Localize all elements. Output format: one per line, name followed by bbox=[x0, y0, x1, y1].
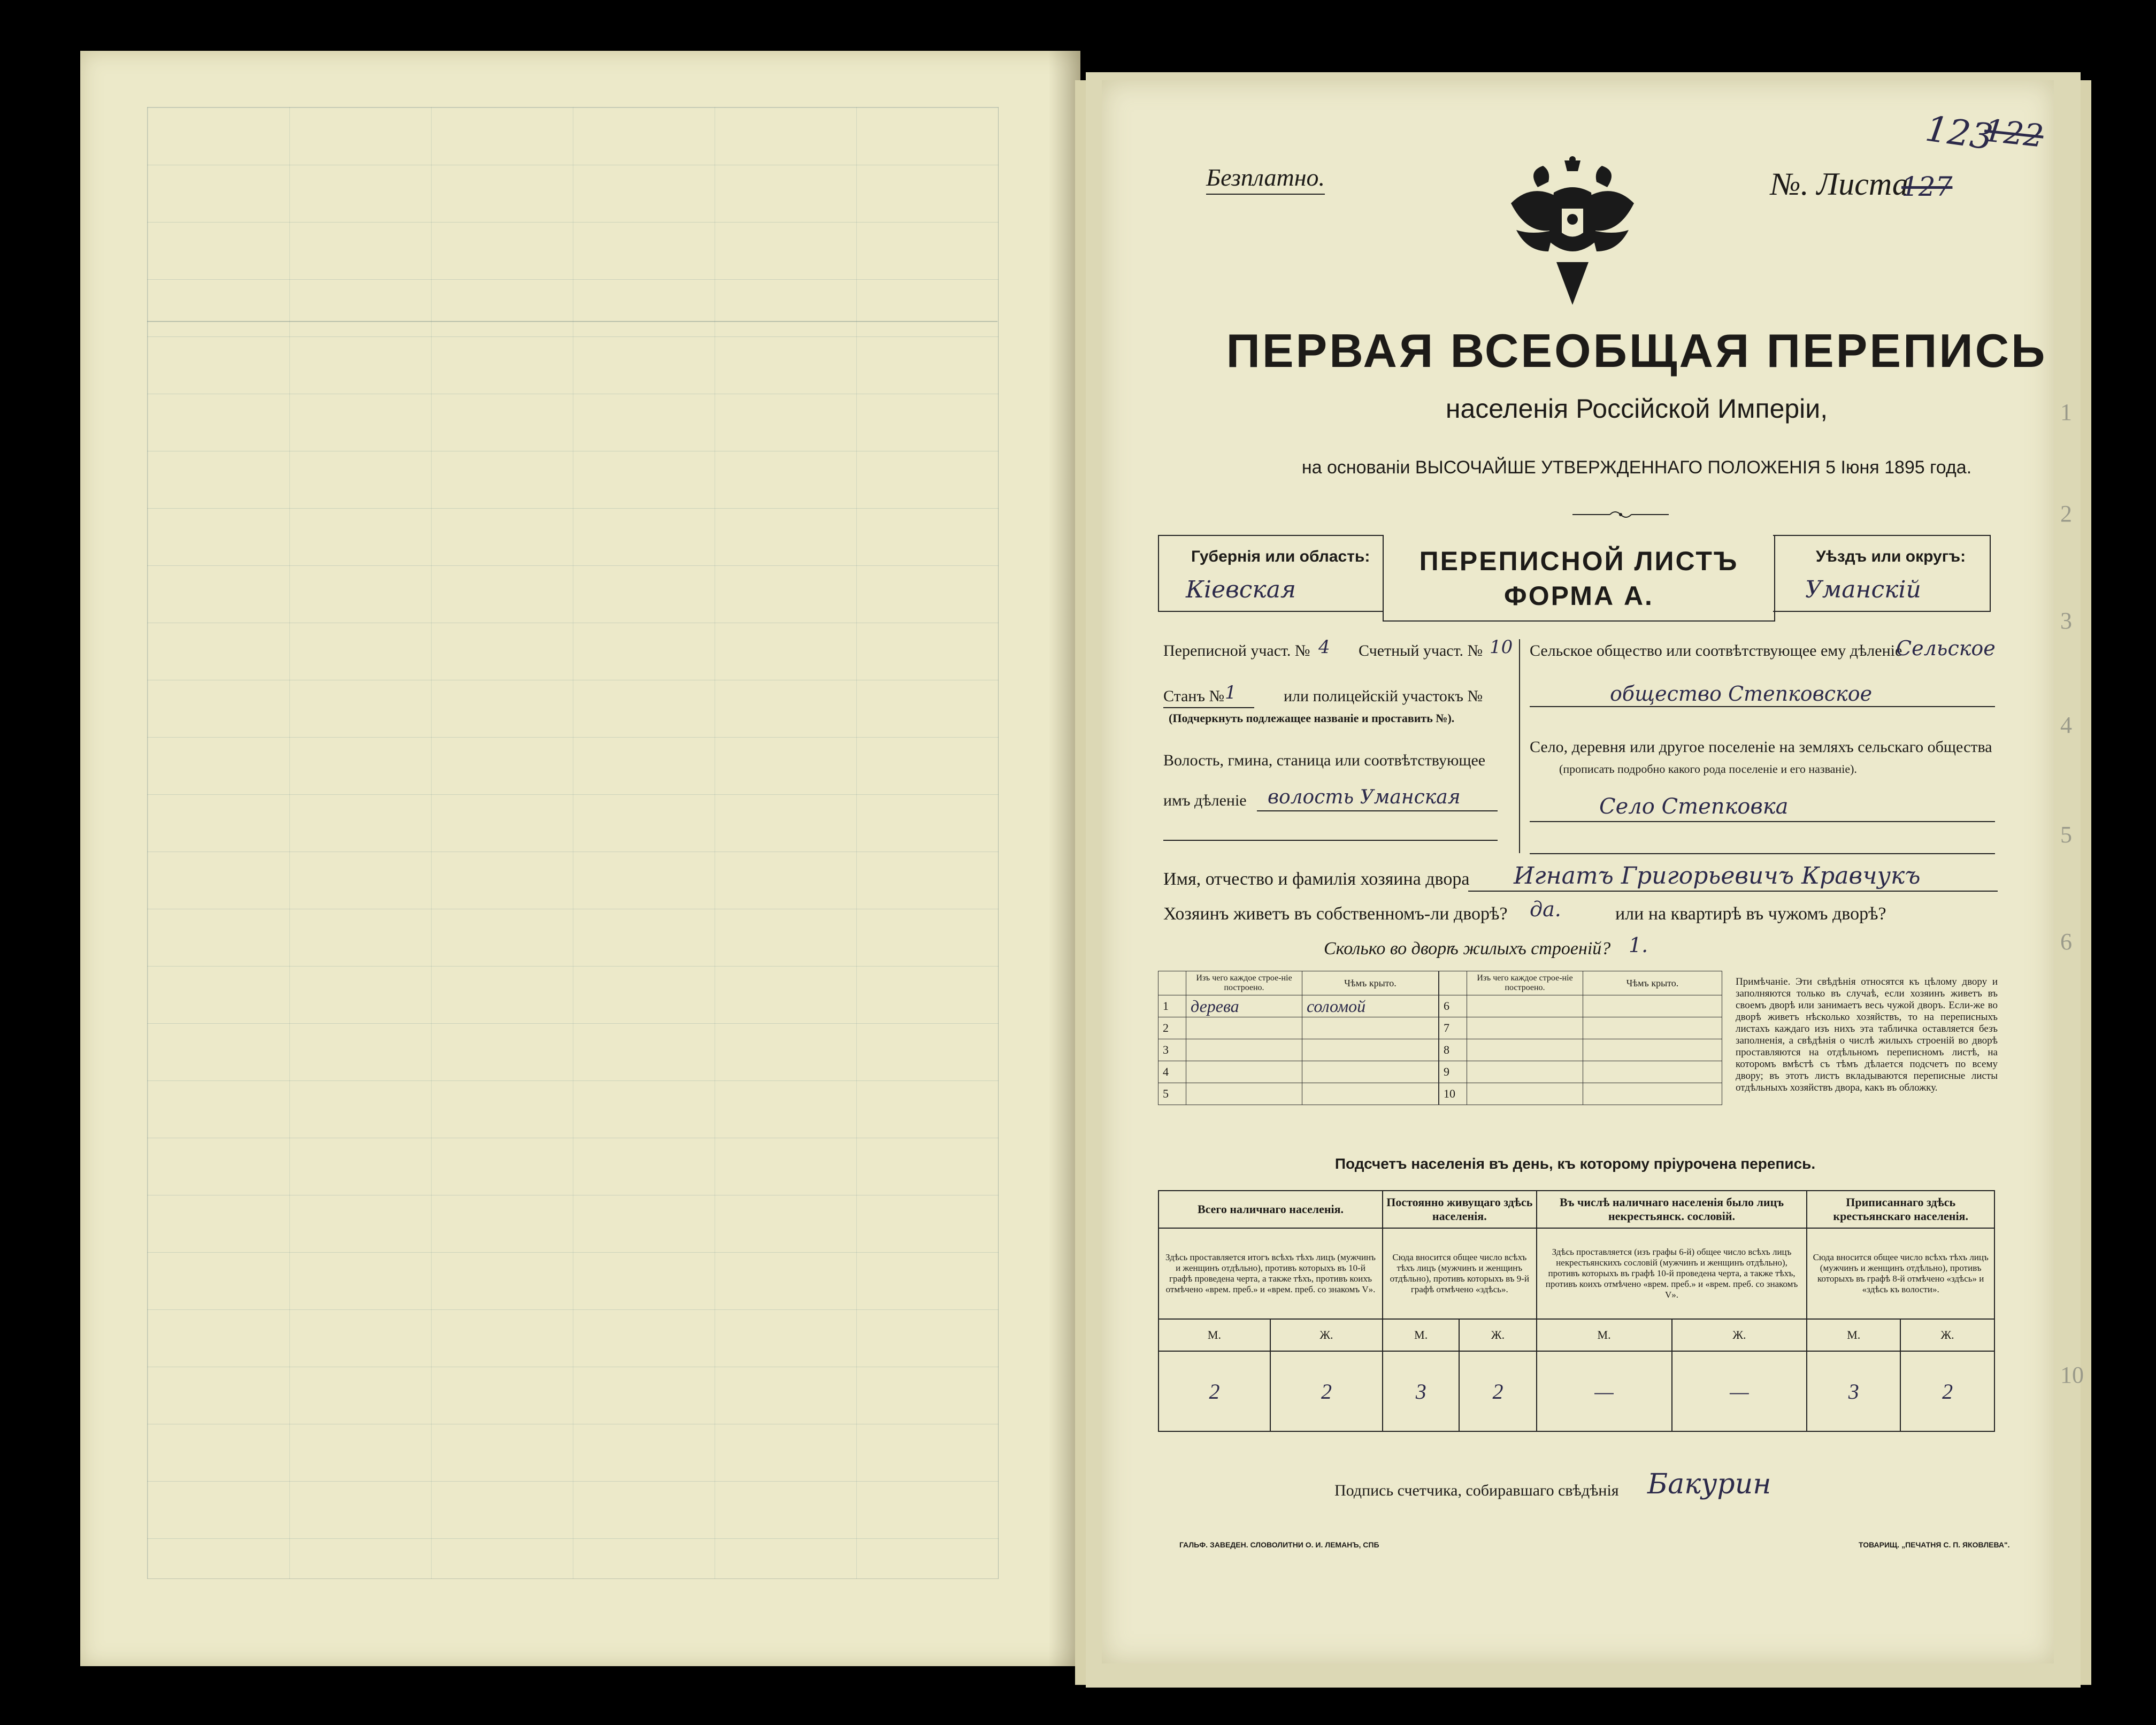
side-number: 2 bbox=[2060, 501, 2072, 527]
table-row bbox=[1439, 995, 1722, 1017]
village-value: Село Степковка bbox=[1599, 794, 1789, 819]
buildings-table-left bbox=[1158, 971, 1439, 1105]
count-male-value: 3 bbox=[1807, 1351, 1900, 1431]
female-label: Ж. bbox=[1459, 1319, 1536, 1351]
side-number: 5 bbox=[2060, 822, 2072, 848]
count-male-value: 3 bbox=[1383, 1351, 1459, 1431]
side-number: 10 bbox=[2060, 1362, 2084, 1388]
side-number: 3 bbox=[2060, 608, 2072, 634]
buildings-label: Сколько во дворѣ жилыхъ строеній? bbox=[1324, 939, 1611, 959]
table-row bbox=[1158, 1061, 1439, 1083]
side-number: 1 bbox=[2060, 399, 2072, 425]
sheet-number-alt: 122 bbox=[1982, 112, 2045, 155]
table-row bbox=[1158, 1039, 1439, 1061]
page-title: ПЕРВАЯ ВСЕОБЩАЯ ПЕРЕПИСЬ bbox=[1226, 324, 2047, 377]
female-label: Ж. bbox=[1900, 1319, 1994, 1351]
table-row bbox=[1439, 1039, 1722, 1061]
table-row bbox=[1439, 1061, 1722, 1083]
rent-label: или на квартирѣ въ чужомъ дворѣ? bbox=[1615, 904, 1886, 924]
female-label: Ж. bbox=[1672, 1319, 1807, 1351]
page-subtitle: населенія Россійской Имперіи, bbox=[1445, 394, 1828, 424]
form-title: ПЕРЕПИСНОЙ ЛИСТЪ bbox=[1419, 546, 1739, 576]
table-row bbox=[1158, 1017, 1439, 1039]
count-female-value: 2 bbox=[1459, 1351, 1536, 1431]
society-value-1: Сельское bbox=[1896, 637, 1996, 660]
sheet-number-label: №. Листа bbox=[1770, 166, 1908, 202]
row-number: 3 bbox=[1158, 1039, 1186, 1061]
police-label: или полицейскій участокъ № bbox=[1284, 687, 1483, 705]
sheet-number-crossed: 127 bbox=[1901, 171, 1953, 202]
count-col-title: Приписаннаго здѣсь крестьянскаго населенія. bbox=[1807, 1191, 1994, 1228]
column-divider bbox=[1519, 639, 1520, 853]
uchastok-value: 4 bbox=[1318, 637, 1330, 658]
count-heading: Подсчетъ населенія въ день, къ которому пріурочена перепись. bbox=[1334, 1155, 1816, 1172]
signature-label: Подпись счетчика, собиравшаго свѣдѣнія bbox=[1334, 1482, 1619, 1499]
male-label: М. bbox=[1383, 1319, 1459, 1351]
uezd-value: Уманскій bbox=[1805, 576, 1921, 603]
volost-value: волость Уманская bbox=[1268, 786, 1461, 808]
owner-line bbox=[1468, 891, 1998, 892]
signature-value: Бакурин bbox=[1647, 1468, 1771, 1500]
row-material: дерева bbox=[1186, 995, 1302, 1017]
table-row bbox=[1158, 995, 1439, 1017]
legal-basis: на основаніи ВЫСОЧАЙШЕ УТВЕРЖДЕННАГО ПОЛОЖЕНІЯ 5 Іюня 1895 года. bbox=[1301, 457, 1972, 478]
row-number: 5 bbox=[1158, 1083, 1186, 1105]
volost-line bbox=[1257, 810, 1498, 811]
volost-line-2 bbox=[1163, 840, 1498, 841]
count-col-desc: Здѣсь проставляется итогъ всѣхъ тѣхъ лицъ (мужчинъ и женщинъ отдѣльно), противъ которыхъ въ 10-й графѣ проведена черта, а также тѣхъ, противъ коихъ отмѣчено «врем. преб.» и «врем. преб. со знакомъ V». bbox=[1158, 1228, 1383, 1319]
village-line bbox=[1530, 821, 1995, 822]
printer-right: ТОВАРИЩ. „ПЕЧАТНЯ С. П. ЯКОВЛЕВА". bbox=[1859, 1540, 2010, 1549]
row-number: 1 bbox=[1158, 995, 1186, 1017]
schetny-label: Счетный участ. № bbox=[1359, 642, 1483, 660]
free-label: Безплатно. bbox=[1206, 164, 1325, 191]
stan-underline bbox=[1163, 707, 1254, 708]
left-page-grid-header bbox=[147, 107, 998, 322]
village-note: (прописать подробно какого рода поселеніе и его названіе). bbox=[1559, 762, 1857, 776]
schetny-value: 10 bbox=[1490, 637, 1513, 658]
uezd-box bbox=[1773, 535, 1991, 612]
male-label: М. bbox=[1807, 1319, 1900, 1351]
stan-label: Станъ № bbox=[1163, 687, 1225, 705]
society-label: Сельское общество или соотвѣтствующее ему дѣленіе bbox=[1530, 642, 1902, 660]
note-text: Примѣчаніе. Эти свѣдѣнія относятся къ цѣлому двору и заполняются только въ случаѣ, если хозяинъ живетъ въ своемъ дворѣ или занимаетъ весь чужой дворъ. Если-же во дворѣ живетъ нѣсколько хозяйствъ, то на переписныхъ листахъ каждаго изъ нихъ эта табличка оставляется безъ заполненія, а свѣдѣнія о числѣ жилыхъ строеній во дворѣ проставляются на отдѣльномъ переписномъ листѣ, на которомъ вмѣстѣ съ тѣмъ дѣлается подсчетъ по всему двору; въ этотъ листъ вкладываются переписные листы отдѣльныхъ хозяйствъ двора, какъ въ обложку. bbox=[1736, 976, 1998, 1093]
male-label: М. bbox=[1537, 1319, 1672, 1351]
volost-label-2: имъ дѣленіе bbox=[1163, 792, 1247, 809]
village-line-2 bbox=[1530, 853, 1995, 854]
count-female-value: 2 bbox=[1900, 1351, 1994, 1431]
count-col-desc: Здѣсь проставляется (изъ графы 6-й) общее число всѣхъ лицъ некрестьянскихъ сословій (мужчинъ и женщинъ отдѣльно), противъ которыхъ въ графѣ 10-й проведена черта, а также тѣхъ, противъ коихъ отмѣчено «врем. преб.» и «врем. преб. со знакомъ V». bbox=[1537, 1228, 1807, 1319]
form-subtitle: ФОРМА А. bbox=[1504, 581, 1654, 611]
village-label: Село, деревня или другое поселеніе на земляхъ сельскаго общества bbox=[1530, 738, 1992, 756]
side-number: 4 bbox=[2060, 712, 2072, 738]
gubernia-label: Губернія или область: bbox=[1191, 548, 1370, 565]
count-male-value: — bbox=[1537, 1351, 1672, 1431]
count-col-desc: Сюда вносится общее число всѣхъ тѣхъ лицъ (мужчинъ и женщинъ отдѣльно), противъ которыхъ въ 9-й графѣ отмѣчено «здѣсь». bbox=[1383, 1228, 1537, 1319]
stan-value: 1 bbox=[1225, 682, 1237, 703]
count-col-desc: Сюда вносится общее число всѣхъ тѣхъ лицъ (мужчинъ и женщинъ отдѣльно), противъ которыхъ въ графѣ 8-й отмѣчено «здѣсь» и «здѣсь къ волости». bbox=[1807, 1228, 1994, 1319]
population-count-table bbox=[1158, 1190, 1995, 1432]
volost-label: Волость, гмина, станица или соотвѣтствующее bbox=[1163, 752, 1486, 769]
side-number: 6 bbox=[2060, 929, 2072, 955]
printer-left: ГАЛЬФ. ЗАВЕДЕН. СЛОВОЛИТНИ О. И. ЛЕМАНЪ, СПБ bbox=[1179, 1540, 1379, 1549]
own-yard-label: Хозяинъ живетъ въ собственномъ-ли дворѣ? bbox=[1163, 904, 1508, 924]
buildings-table-right bbox=[1439, 971, 1722, 1105]
table-row bbox=[1439, 1017, 1722, 1039]
buildings-col-material: Изъ чего каждое строе-ніе построено. bbox=[1467, 971, 1583, 995]
buildings-col-roof: Чѣмъ крыто. bbox=[1583, 971, 1722, 995]
count-col-title: Постоянно живущаго здѣсь населенія. bbox=[1383, 1191, 1537, 1228]
society-value-2: общество Степковское bbox=[1610, 682, 1873, 706]
count-male-value: 2 bbox=[1158, 1351, 1270, 1431]
double-headed-eagle-icon bbox=[1506, 155, 1639, 316]
male-label: М. bbox=[1158, 1319, 1270, 1351]
count-col-title: Всего наличнаго населенія. bbox=[1158, 1191, 1383, 1228]
count-female-value: — bbox=[1672, 1351, 1807, 1431]
owner-label: Имя, отчество и фамилія хозяина двора bbox=[1163, 869, 1470, 889]
sheet-number-new: 123 bbox=[1923, 108, 1996, 158]
society-line bbox=[1530, 706, 1995, 707]
count-col-title: Въ числѣ наличнаго населенія было лицъ некрестьянск. сословій. bbox=[1537, 1191, 1807, 1228]
row-number: 4 bbox=[1158, 1061, 1186, 1083]
form-title-box bbox=[1383, 535, 1775, 622]
row-number: 8 bbox=[1439, 1039, 1467, 1061]
buildings-value: 1. bbox=[1629, 933, 1648, 957]
buildings-col-material: Изъ чего каждое строе-ніе построено. bbox=[1186, 971, 1302, 995]
gubernia-box bbox=[1158, 535, 1384, 612]
uezd-label: Уѣздъ или округъ: bbox=[1816, 548, 1966, 565]
ornament-divider-icon bbox=[1572, 509, 1669, 520]
row-number: 10 bbox=[1439, 1083, 1467, 1105]
count-female-value: 2 bbox=[1270, 1351, 1383, 1431]
uchastok-label: Переписной участ. № bbox=[1163, 642, 1310, 660]
female-label: Ж. bbox=[1270, 1319, 1383, 1351]
own-yard-value: да. bbox=[1530, 898, 1561, 921]
table-row bbox=[1439, 1083, 1722, 1105]
left-page-grid bbox=[147, 107, 999, 1579]
owner-value: Игнатъ Григорьевичъ Кравчукъ bbox=[1514, 862, 1921, 890]
row-number: 9 bbox=[1439, 1061, 1467, 1083]
row-number: 7 bbox=[1439, 1017, 1467, 1039]
underline-note: (Подчеркнуть подлежащее названіе и проставить №). bbox=[1169, 711, 1455, 725]
row-roof: соломой bbox=[1302, 995, 1439, 1017]
row-number: 2 bbox=[1158, 1017, 1186, 1039]
row-number: 6 bbox=[1439, 995, 1467, 1017]
gubernia-value: Кіевская bbox=[1186, 576, 1296, 603]
table-row bbox=[1158, 1083, 1439, 1105]
buildings-col-roof: Чѣмъ крыто. bbox=[1302, 971, 1439, 995]
